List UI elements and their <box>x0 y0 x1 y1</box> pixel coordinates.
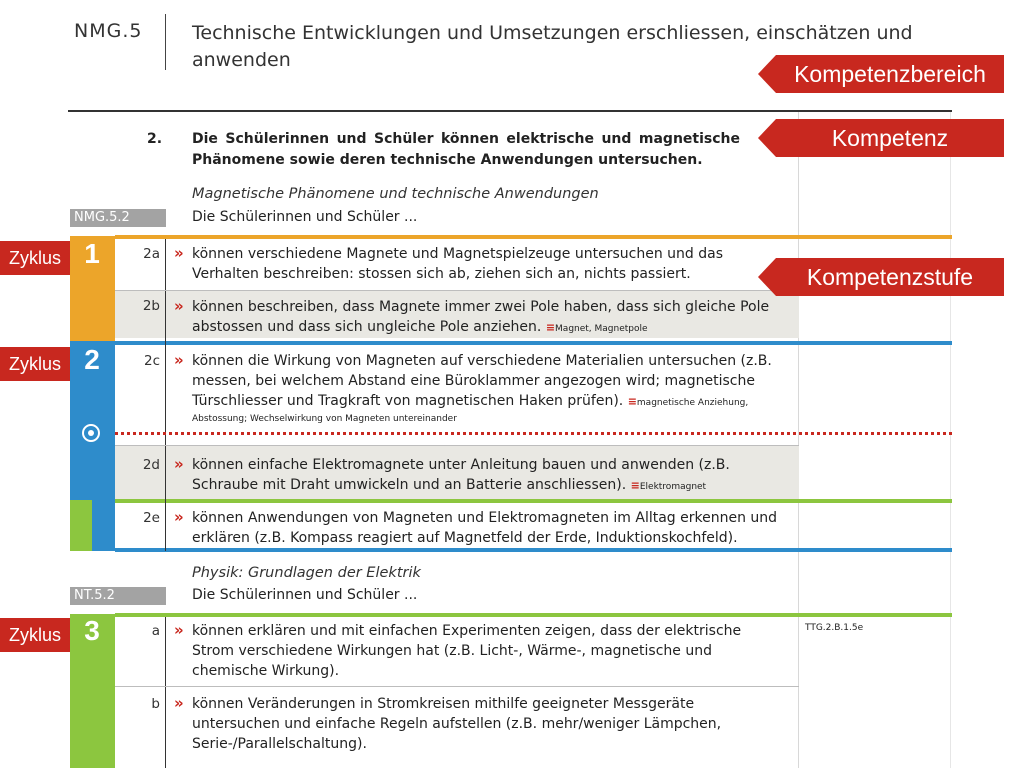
row-text-2e: können Anwendungen von Magneten und Elektromagneten im Alltag erkennen und erklären (z.B. Kompass reagiert auf Magnetfeld der Erde, Induktionskochfeld). <box>192 510 778 546</box>
label-divider <box>165 239 166 551</box>
arrow-icon: » <box>174 694 184 712</box>
row-label-2b: 2b <box>142 298 160 314</box>
arrow-icon: » <box>174 455 184 473</box>
cycle-3-topline <box>115 613 952 617</box>
callout-arrow <box>758 55 776 93</box>
callout-kompetenzstufe: Kompetenzstufe <box>776 258 1004 296</box>
row-text-2a: können verschiedene Magnete und Magnetspielzeuge untersuchen und das Verhalten beschreiben: stossen sich ab, ziehen sich an, nichts passiert. <box>192 246 723 282</box>
glossary-ref-continued: Abstossung; Wechselwirkung von Magneten untereinander <box>192 414 457 424</box>
callout-kompetenzbereich: Kompetenzbereich <box>776 55 1004 93</box>
dotted-minimum-line <box>115 432 952 435</box>
cycle-1-label: Zyklus <box>0 241 70 275</box>
competence-number: 2. <box>147 131 163 147</box>
callout-arrow <box>758 119 776 157</box>
cycle-2-digit: 2 <box>84 344 100 375</box>
cycle-2-bottomline <box>115 548 952 552</box>
cycle-3-early-marker <box>70 500 92 551</box>
section-title-magnetism: Magnetische Phänomene und technische Anwendungen <box>192 186 599 202</box>
arrow-icon: » <box>174 621 184 639</box>
row-text-a: können erklären und mit einfachen Experimenten zeigen, dass der elektrische Strom verschiedene Wirkungen hat (z.B. Licht-, Wärme-, magnetische und chemische Wirkung). <box>192 623 742 679</box>
row-text-b: können Veränderungen in Stromkreisen mithilfe geeigneter Messgeräte untersuchen und einfache Regeln aufstellen (z.B. mehr/weniger Lämpchen, Serie-/Parallelschaltung). <box>192 696 722 752</box>
arrow-icon: » <box>174 297 184 315</box>
row-label-2a: 2a <box>143 246 160 262</box>
glossary-ref: Magnet, Magnetpole <box>555 324 648 334</box>
label-divider <box>165 617 166 768</box>
section-code-nmg52: NMG.5.2 <box>70 209 166 227</box>
arrow-icon: » <box>174 244 184 262</box>
arrow-icon: » <box>174 351 184 369</box>
glossary-icon: ≡ <box>627 395 637 408</box>
area-title: Technische Entwicklungen und Umsetzungen erschliessen, einschätzen und anwenden <box>192 22 913 71</box>
row-text-2c: können die Wirkung von Magneten auf verschiedene Materialien untersuchen (z.B. messen, bei welchem Abstand eine Büroklammer angezogen wird; magnetische Türschliesser und Tragkraft von magnetischen Haken prüfen). ≡magnetische Anziehung, <box>192 353 772 409</box>
row-separator <box>115 445 799 446</box>
glossary-icon: ≡ <box>545 321 556 334</box>
arrow-icon: » <box>174 508 184 526</box>
row-label-2e: 2e <box>143 510 160 526</box>
row-label-2c: 2c <box>143 353 160 369</box>
row-label-b: b <box>151 696 160 712</box>
right-column-divider <box>798 112 799 768</box>
glossary-ref: magnetische Anziehung, <box>636 398 749 408</box>
target-icon-center <box>88 430 94 436</box>
cycle-2-topline <box>115 341 952 345</box>
row-label-a: a <box>151 623 160 639</box>
section-code-nt52: NT.5.2 <box>70 587 166 605</box>
glossary-icon: ≡ <box>630 479 640 492</box>
header-divider <box>165 14 166 70</box>
row-2e-topline <box>115 499 952 503</box>
row-separator <box>115 290 799 291</box>
section-subtitle: Die Schülerinnen und Schüler ... <box>192 587 418 603</box>
cross-reference: TTG.2.B.1.5e <box>805 623 864 633</box>
section-subtitle: Die Schülerinnen und Schüler ... <box>192 209 418 225</box>
cycle-3-label: Zyklus <box>0 618 70 652</box>
row-label-2d: 2d <box>142 457 160 473</box>
glossary-ref: Elektromagnet <box>639 482 707 492</box>
top-rule <box>68 110 952 112</box>
row-text-2d: können einfache Elektromagnete unter Anleitung bauen und anwenden (z.B. Schraube mit Draht umwickeln und an Batterie anschliessen). ≡Elektromagnet <box>192 457 730 493</box>
cycle-2-label: Zyklus <box>0 347 70 381</box>
cycle-1-digit: 1 <box>84 238 100 269</box>
area-code: NMG.5 <box>74 20 143 42</box>
callout-kompetenz: Kompetenz <box>776 119 1004 157</box>
row-text-2b: können beschreiben, dass Magnete immer zwei Pole haben, dass sich gleiche Pole abstossen und dass sich ungleiche Pole anziehen. ≡Magnet, Magnetpole <box>192 299 770 335</box>
right-edge <box>950 112 951 768</box>
cycle-3-digit: 3 <box>84 615 100 646</box>
row-separator <box>115 686 799 687</box>
cycle-1-topline <box>115 235 952 239</box>
competence-text: Die Schülerinnen und Schüler können elektrische und magnetische Phänomene sowie deren technische Anwendungen untersuchen. <box>192 131 740 168</box>
section-title-electrics: Physik: Grundlagen der Elektrik <box>192 565 421 581</box>
